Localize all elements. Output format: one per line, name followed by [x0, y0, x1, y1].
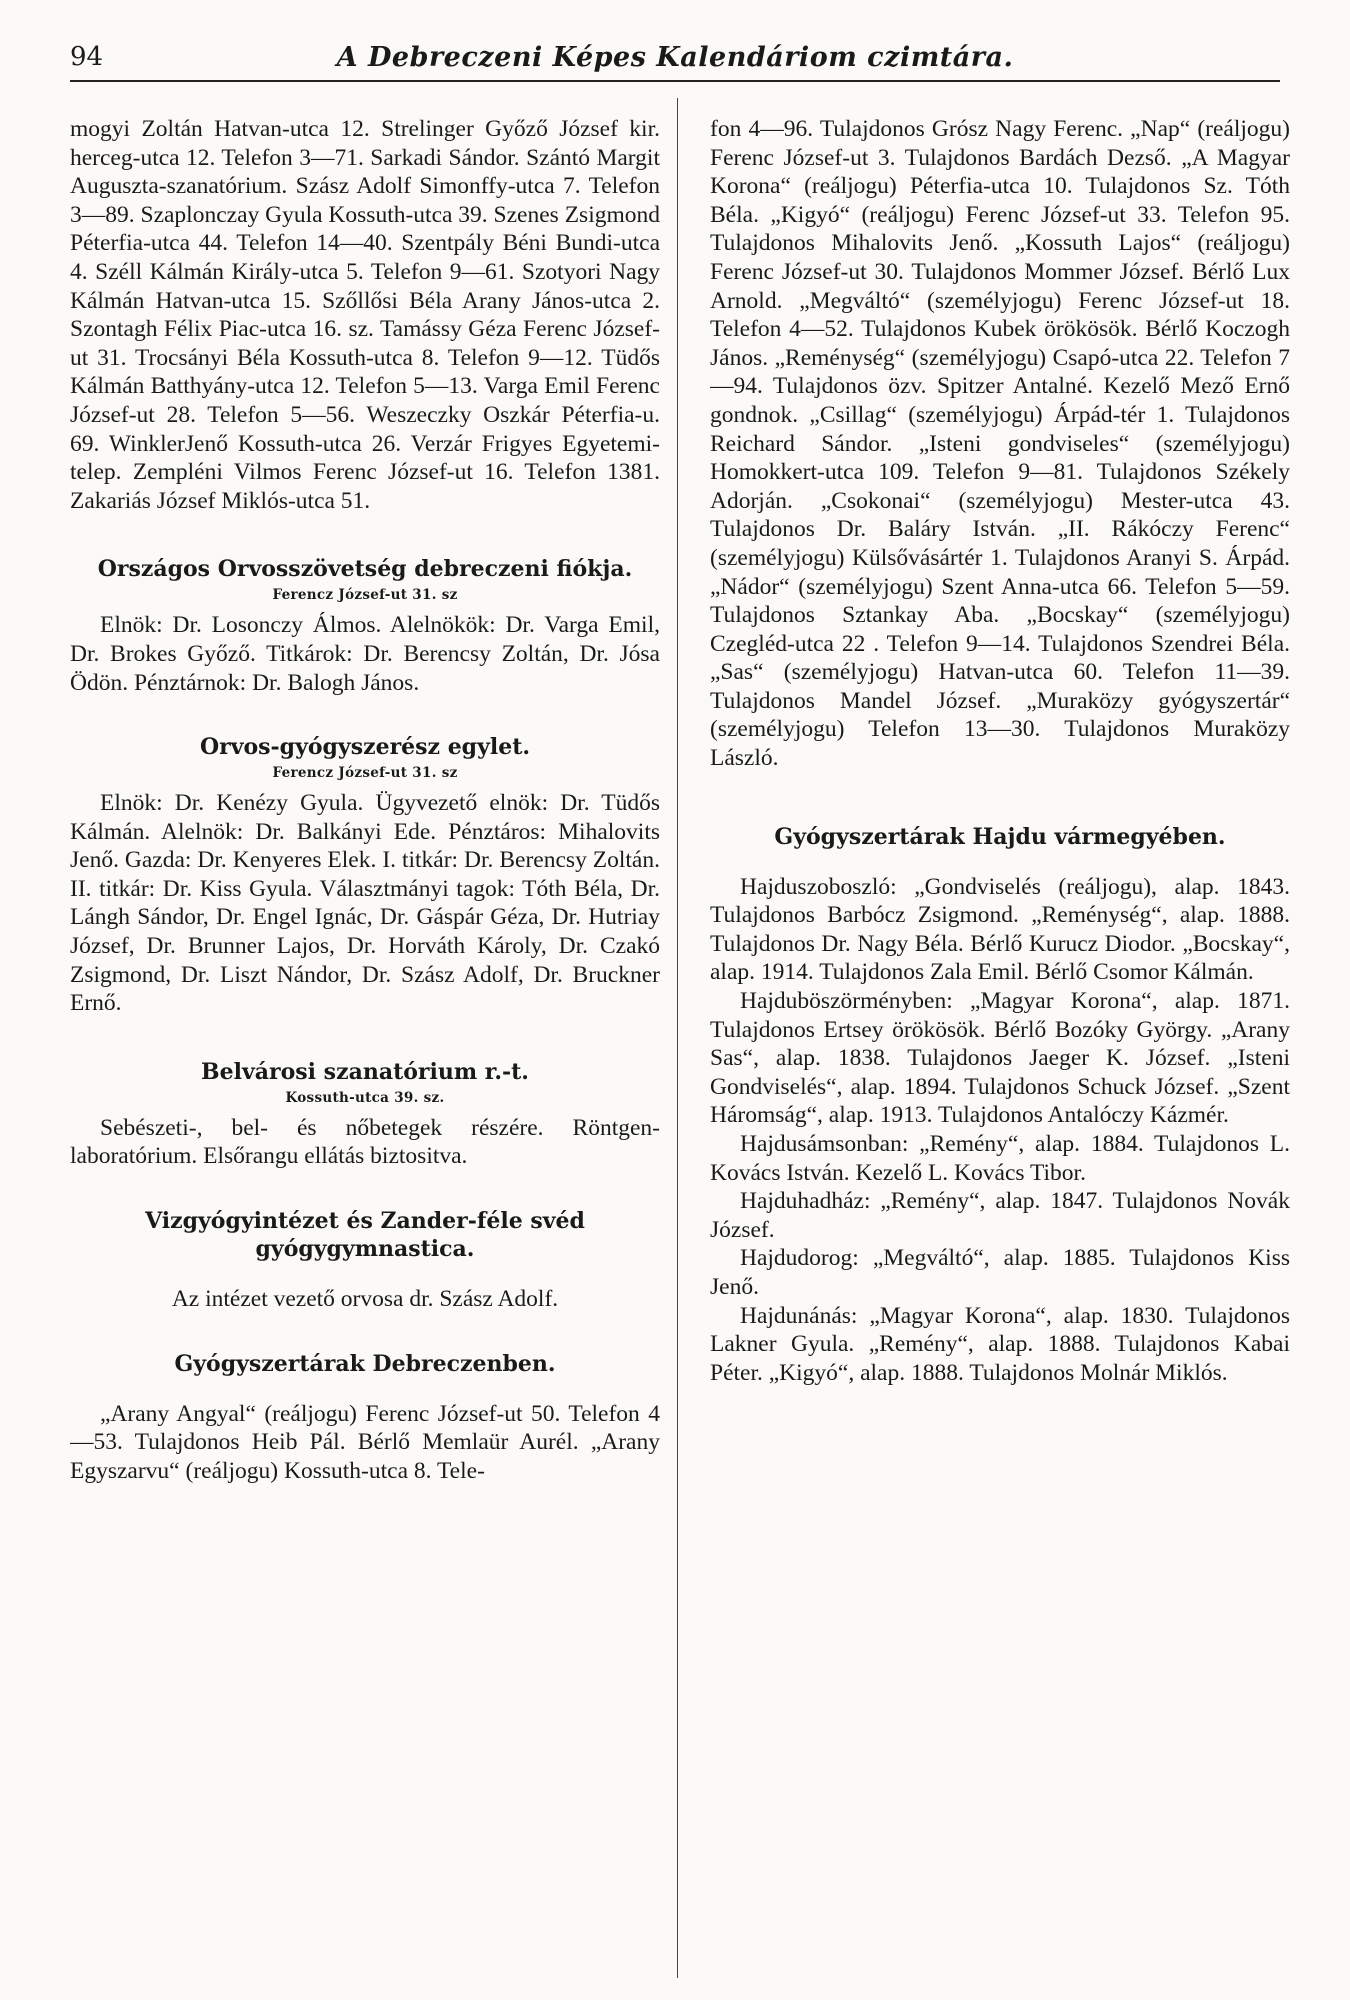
hajdu-paragraph-hajduhadhaz: Hajduhadház: „Remény“, alap. 1847. Tulajdonos Novák József.: [710, 1188, 1290, 1243]
doctor-list-continuation: mogyi Zoltán Hatvan-utca 12. Strelinger Győző József kir. herceg-utca 12. Telefon 3—71. Sarkadi Sándor. Szántó Margit Auguszta-szanatórium. Szász Adolf Simonffy-utca 7. Telefon 3—89. Szaplonczay Gyula Kossuth-utca 39. Szenes Zsigmond Péterfia-utca 44. Telefon 14—40. Szentpály Béni Bundi-utca 4. Széll Kálmán Király-utca 5. Telefon 9—61. Szotyori Nagy Kálmán Hatvan-utca 15. Szőllősi Béla Arany János-utca 2. Szontagh Félix Piac-utca 16. sz. Tamássy Géza Ferenc József-ut 31. Trocsányi Béla Kossuth-utca 8. Telefon 9—12. Tüdős Kálmán Batthyány-utca 12. Telefon 5—13. Varga Emil Ferenc József-ut 28. Telefon 5—56. Weszeczky Oszkár Péterfia-u. 69. WinklerJenő Kossuth-utca 26. Verzár Frigyes Egyetemi-telep. Zempléni Vilmos Ferenc József-ut 16. Telefon 1381. Zakariás József Miklós-utca 51.: [70, 116, 660, 514]
hajdu-paragraph-hajdudorog: Hajdudorog: „Megváltó“, alap. 1885. Tulajdonos Kiss Jenő.: [710, 1245, 1290, 1300]
section-title-orvos-gyogyszeresz: Orvos-gyógyszerész egylet.: [199, 734, 531, 761]
section-title-gyogyszertarak-hajdu: Gyógyszertárak Hajdu vármegyében.: [774, 823, 1226, 850]
page-number: 94: [70, 42, 104, 72]
section-address-orvosszovetseg: Ferencz József-ut 31. sz: [272, 587, 458, 604]
hajdu-paragraph-hajdusamson: Hajdusámsonban: „Remény“, alap. 1884. Tulajdonos L. Kovács István. Kezelő L. Kovács Tibor.: [710, 1131, 1290, 1186]
section-title-gyogyszertarak-debreczen: Gyógyszertárak Debreczenben.: [174, 1350, 556, 1377]
section-body-vizgyogyintezet: Az intézet vezető orvosa dr. Szász Adolf.: [171, 1286, 559, 1313]
pharmacy-list-continuation: fon 4—96. Tulajdonos Grósz Nagy Ferenc. „Nap“ (reáljogu) Ferenc József-ut 3. Tulajdonos Bardách Dezső. „A Magyar Korona“ (reáljogu) Péterfia-utca 10. Tulajdonos Sz. Tóth Béla. „Kigyó“ (reáljogu) Ferenc József-ut 33. Telefon 95. Tulajdonos Mihalovits Jenő. „Kossuth Lajos“ (reáljogu) Ferenc József-ut 30. Tulajdonos Mommer József. Bérlő Lux Arnold. „Megváltó“ (személyjogu) Ferenc József-ut 18. Telefon 4—52. Tulajdonos Kubek örökösök. Bérlő Koczogh János. „Reménység“ (személyjogu) Csapó-utca 22. Telefon 7—94. Tulajdonos özv. Spitzer Antalné. Kezelő Mező Ernő gondnok. „Csillag“ (személyjogu) Árpád-tér 1. Tulajdonos Reichard Sándor. „Isteni gondviseles“ (személyjogu) Homokkert-utca 109. Telefon 9—81. Tulajdonos Székely Adorján. „Csokonai“ (személyjogu) Mester-utca 43. Tulajdonos Dr. Baláry István. „II. Rákóczy Ferenc“ (személyjogu) Külsővásártér 1. Tulajdonos Aranyi S. Árpád. „Nádor“ (személyjogu) Szent Anna-utca 66. Telefon 5—59. Tulajdonos Sztankay Aba. „Bocskay“ (személyjogu) Czegléd-utca 22 . Telefon 9—14. Tulajdonos Szendrei Béla. „Sas“ (személyjogu) Hatvan-utca 60. Telefon 11—39. Tulajdonos Mandel József. „Muraközy gyógyszertár“ (személyjogu) Telefon 13—30. Tulajdonos Muraközy László.: [710, 116, 1290, 772]
section-body-orvos-gyogyszeresz: Elnök: Dr. Kenézy Gyula. Ügyvezető elnök: Dr. Tüdős Kálmán. Alelnök: Dr. Balkányi Ede. Pénztáros: Mihalovits Jenő. Gazda: Dr. Kenyeres Elek. I. titkár: Dr. Berencsy Zoltán. II. titkár: Dr. Kiss Gyula. Választmányi tagok: Tóth Béla, Dr. Lángh Sándor, Dr. Engel Ignác, Dr. Gáspár Géza, Dr. Hutriay József, Dr. Brunner Lajos, Dr. Horváth Károly, Dr. Czakó Zsigmond, Dr. Liszt Nándor, Dr. Szász Adolf, Dr. Bruckner Ernő.: [70, 790, 660, 1017]
section-address-belvarosi-szanatorium: Kossuth-utca 39. sz.: [285, 1089, 445, 1106]
left-column: [70, 115, 660, 1965]
section-address-orvos-gyogyszeresz: Ferencz József-ut 31. sz: [272, 765, 458, 782]
hajdu-paragraph-hajduszoboszlo: Hajduszoboszló: „Gondviselés (reáljogu), alap. 1843. Tulajdonos Barbócz Zsigmond. „Reménység“, alap. 1888. Tulajdonos Dr. Nagy Béla. Bérlő Kurucz Diodor. „Bocskay“, alap. 1914. Tulajdonos Zala Emil. Bérlő Csomor Kálmán.: [710, 873, 1290, 986]
section-title-belvarosi-szanatorium: Belvárosi szanatórium r.-t.: [201, 1058, 529, 1085]
section-body-belvarosi-szanatorium: Sebészeti-, bel- és nőbetegek részére. Röntgen-laboratórium. Elsőrangu ellátás biztositva.: [70, 1114, 660, 1170]
running-title: A Debreczeni Képes Kalendáriom czimtára.: [336, 42, 1014, 73]
section-body-gyogyszertarak-debreczen: „Arany Angyal“ (reáljogu) Ferenc József-ut 50. Telefon 4—53. Tulajdonos Heib Pál. Bérlő Memlaür Aurél. „Arany Egyszarvu“ (reáljogu) Kossuth-utca 8. Tele-: [70, 1400, 660, 1484]
right-column: [710, 115, 1290, 1965]
hajdu-paragraph-hajduboszormeny: Hajduböszörményben: „Magyar Korona“, alap. 1871. Tulajdonos Ertsey örökösök. Bérlő Bozóky György. „Arany Sas“, alap. 1838. Tulajdonos Jaeger K. József. „Isteni Gondviselés“, alap. 1894. Tulajdonos Schuck József. „Szent Háromság“, alap. 1913. Tulajdonos Antalóczy Kázmér.: [710, 988, 1290, 1129]
section-body-orvosszovetseg: Elnök: Dr. Losonczy Álmos. Alelnökök: Dr. Varga Emil, Dr. Brokes Győző. Titkárok: Dr. Berencsy Zoltán, Dr. Jósa Ödön. Pénztárnok: Dr. Balogh János.: [70, 612, 660, 696]
section-title-vizgyogyintezet: Vizgyógyintézet és Zander-féle svéd gyógygymnastica.: [145, 1208, 585, 1263]
section-title-orvosszovetseg: Országos Orvosszövetség debreczeni fiókja.: [97, 556, 633, 583]
column-divider: [677, 98, 678, 1978]
page-header: [70, 40, 1280, 82]
hajdu-paragraph-hajdunanas: Hajdunánás: „Magyar Korona“, alap. 1830. Tulajdonos Lakner Gyula. „Remény“, alap. 1888. Tulajdonos Kabai Péter. „Kigyó“, alap. 1888. Tulajdonos Molnár Miklós.: [710, 1302, 1290, 1386]
